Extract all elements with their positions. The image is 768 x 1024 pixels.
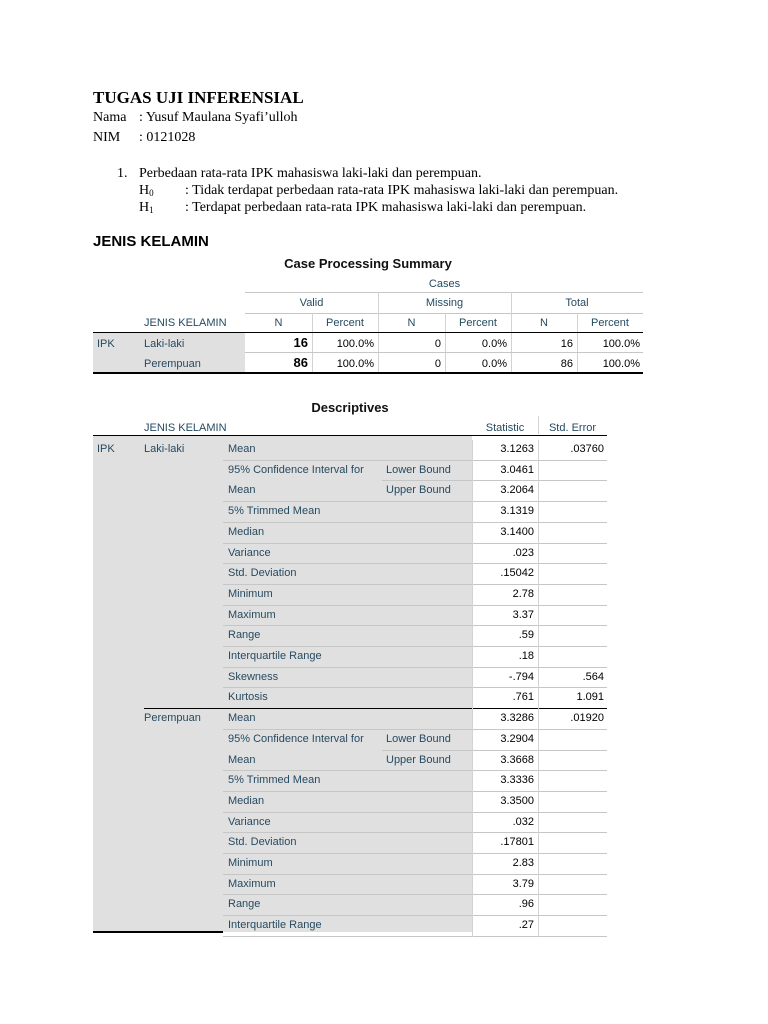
desc-stat-name: Variance [228,815,271,828]
desc-stat-name: Range [228,629,261,642]
desc-stat-name: Mean [228,753,256,766]
desc-statistic-value: 3.1319 [500,505,534,518]
question-text: Perbedaan rata-rata IPK mahasiswa laki-laki dan perempuan. [139,166,482,181]
desc-stat-name: Median [228,794,265,807]
desc-statistic-value: .18 [518,650,534,662]
desc-stat-name: Minimum [228,587,273,600]
divider [538,440,539,937]
missing-header: Missing [425,297,464,309]
desc-statistic-value: 2.83 [512,857,534,869]
divider [472,440,473,937]
desc-stat-name: 5% Trimmed Mean [228,774,321,787]
col-header: Percent [459,317,497,329]
divider [382,480,607,481]
h0-text: : Tidak terdapat perbedaan rata-rata IPK mahasiswa laki-laki dan perempuan. [185,183,619,198]
divider [223,563,607,564]
divider [382,750,607,751]
divider [223,460,607,461]
col-header: Percent [326,317,364,329]
desc-statistic-value: 3.37 [512,608,534,621]
desc-stat-name: 95% Confidence Interval for [228,732,364,745]
statistic-header: Statistic [485,422,525,434]
desc-statistic-value: 3.0461 [500,463,534,476]
divider [223,915,607,916]
case-cell: 0 [434,358,441,370]
divider [223,936,607,937]
document-title: TUGAS UJI INFERENSIAL [93,88,304,107]
divider [223,522,607,523]
desc-std-error-value: .564 [582,670,604,683]
section-heading: JENIS KELAMIN [93,233,209,250]
desc-stat-name: Kurtosis [228,691,268,704]
col-header: N [540,317,548,329]
case-cell: 0.0% [481,358,507,370]
desc-statistic-value: 3.2064 [500,484,534,497]
desc-statistic-value: .59 [518,629,534,642]
h0-label: $H_0$ [139,183,154,198]
desc-var-label: IPK [97,443,115,455]
desc-statistic-value: 3.3500 [500,794,534,807]
desc-stat-name: Median [228,525,265,538]
desc-statistic-value: .17801 [500,836,534,849]
cases-header: Cases [428,278,461,290]
case-cell: 100.0% [602,358,640,370]
question-number: 1. [117,166,128,181]
valid-header: Valid [299,297,324,309]
divider [93,372,643,374]
desc-stat-name: Interquartile Range [228,650,322,662]
case-cell: 100.0% [602,338,640,350]
desc-statistic-value: 3.1400 [500,525,534,538]
case-var-label: IPK [97,338,115,350]
divider [223,874,607,875]
divider [223,894,607,895]
desc-statistic-value: 3.3668 [500,753,534,766]
desc-stat-name: 5% Trimmed Mean [228,505,321,518]
desc-group-label: Laki-laki [144,443,185,455]
nama-label: Nama [93,110,127,125]
desc-stat-name: Mean [228,712,256,725]
desc-statistic-value: .032 [512,815,534,828]
desc-statistic-value: .15042 [500,567,534,580]
divider [223,687,607,688]
std-error-header: Std. Error [548,422,597,434]
desc-stat-name: Mean [228,443,256,455]
case-cell: 86 [293,355,308,370]
case-cell: 100.0% [336,358,374,370]
desc-stat-name: Interquartile Range [228,919,322,932]
case-summary-title: Case Processing Summary [284,256,452,271]
desc-statistic-value: 2.78 [512,587,534,600]
divider [223,584,607,585]
desc-stat-name: Variance [228,546,271,559]
desc-stat-name: Maximum [228,608,276,621]
desc-statistic-value: 3.79 [512,877,534,890]
desc-statistic-value: 3.1263 [500,443,534,455]
divider [223,770,607,771]
desc-std-error-value: .01920 [570,712,604,725]
divider [511,292,512,314]
divider [223,832,607,833]
case-row-label: Perempuan [144,358,201,370]
divider [93,931,223,933]
desc-statistic-value: -.794 [508,670,534,683]
desc-stat-subname: Upper Bound [386,753,451,766]
desc-row-header: JENIS KELAMIN [144,422,227,434]
divider [378,292,379,314]
case-row-label: Laki-laki [144,338,185,350]
case-cell: 86 [560,358,573,370]
desc-stat-name: Std. Deviation [228,836,297,849]
desc-stat-name: Skewness [228,670,279,683]
divider [223,812,607,813]
case-cell: 100.0% [336,338,374,350]
nim-value: : 0121028 [139,130,196,145]
divider [223,625,607,626]
desc-stat-name: Std. Deviation [228,567,297,580]
desc-statistic-value: .27 [518,919,534,932]
divider [223,605,607,606]
divider [223,543,607,544]
desc-stat-subname: Lower Bound [386,463,451,476]
divider [223,791,607,792]
divider [245,292,643,293]
desc-statistic-value: .023 [512,546,534,559]
desc-stat-name: Mean [228,484,256,497]
desc-statistic-value: 3.3336 [500,774,534,787]
h1-label: $H_1$ [139,200,154,215]
desc-stat-name: Minimum [228,857,273,869]
case-cell: 16 [293,335,308,350]
h1-text: : Terdapat perbedaan rata-rata IPK mahasiswa laki-laki dan perempuan. [185,200,587,215]
desc-std-error-value: 1.091 [576,691,604,704]
divider [245,352,643,353]
col-header: N [407,317,416,329]
nim-label: NIM [93,130,121,145]
desc-std-error-value: .03760 [570,443,604,455]
desc-stat-subname: Upper Bound [386,484,451,497]
case-cell: 0 [434,338,441,350]
divider [223,501,607,502]
divider [538,416,539,434]
desc-statistic-value: 3.3286 [500,712,534,725]
divider [223,729,607,730]
desc-statistic-value: .761 [512,691,534,704]
divider [245,313,643,314]
case-row-header: JENIS KELAMIN [144,317,227,329]
desc-statistic-value: 3.2904 [500,732,534,745]
desc-stat-name: 95% Confidence Interval for [228,463,364,476]
case-cell: 0.0% [481,338,507,350]
col-header: Percent [591,317,629,329]
desc-stat-name: Range [228,898,261,911]
nama-value: : Yusuf Maulana Syafi’ulloh [139,110,298,125]
desc-statistic-value: .96 [518,898,534,911]
divider [223,646,607,647]
descriptives-title: Descriptives [311,400,389,415]
divider [223,667,607,668]
desc-stat-name: Maximum [228,877,276,890]
case-cell: 16 [560,338,573,350]
col-header: N [274,317,283,329]
desc-group-label: Perempuan [144,712,201,725]
divider [223,853,607,854]
desc-stat-subname: Lower Bound [386,732,451,745]
total-header: Total [565,297,589,309]
